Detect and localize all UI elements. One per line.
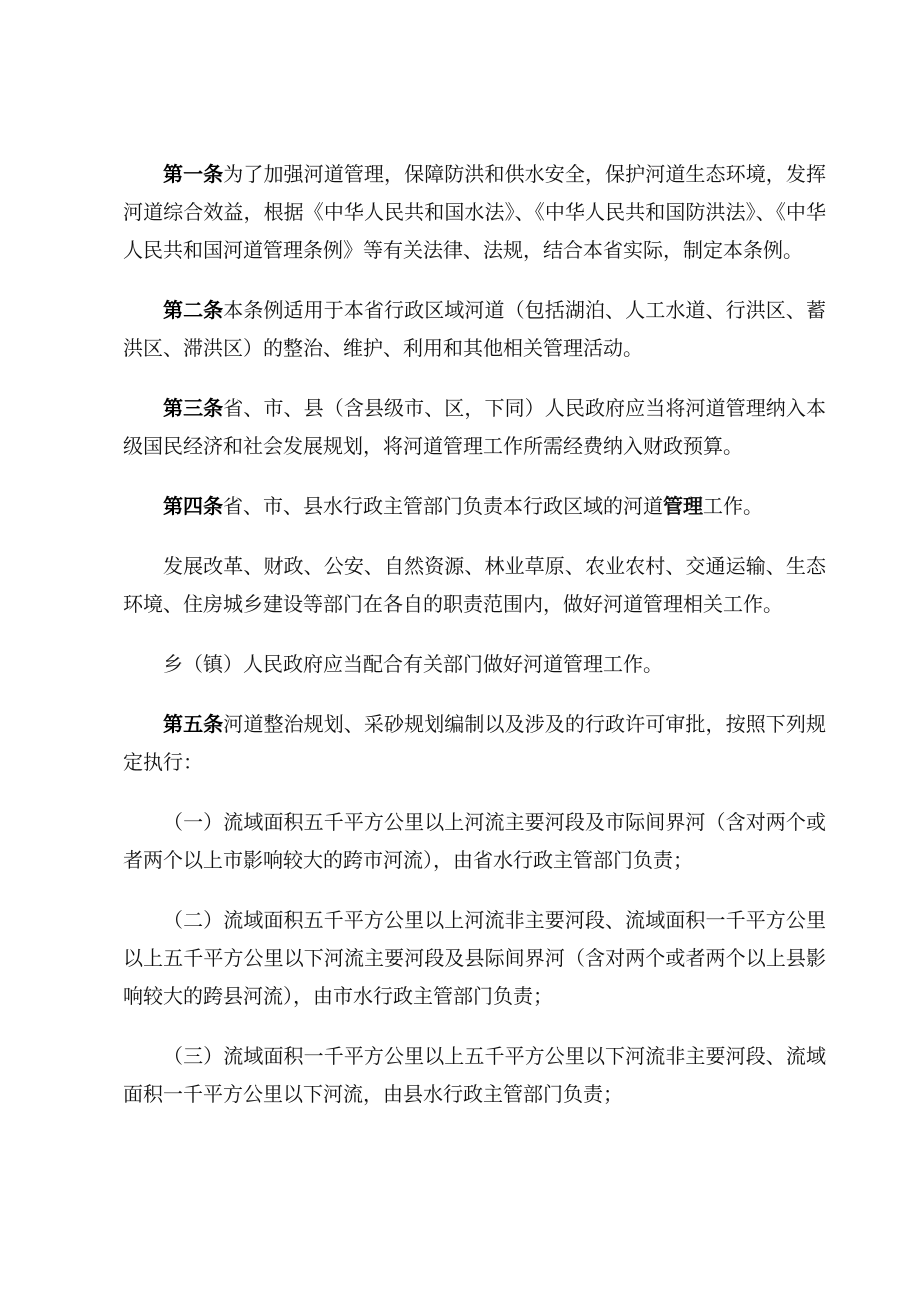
article-4-subparagraph: 发展改革、财政、公安、自然资源、林业草原、农业农村、交通运输、生态环境、住房城乡建设等部门在各自的职责范围内，做好河道管理相关工作。 <box>123 554 826 616</box>
article-4 <box>123 487 826 525</box>
article-5-item: （二）流域面积五千平方公里以上河流非主要河段、流域面积一千平方公里以上五千平方公里以下河流主要河段及县际间界河（含对两个或者两个以上县影响较大的跨县河流），由市水行政主管部门负责； <box>123 908 826 1008</box>
article-4-subparagraph: 乡（镇）人民政府应当配合有关部门做好河道管理工作。 <box>163 652 663 676</box>
article-2 <box>123 291 826 367</box>
article-heading: 第四条 <box>163 494 223 518</box>
article-emphasis: 管理 <box>663 494 703 518</box>
article-text: 本条例适用于本省行政区域河道（包括湖泊、人工水道、行洪区、蓄洪区、滞洪区）的整治、维护、利用和其他相关管理活动。 <box>123 298 826 360</box>
article-1 <box>123 155 826 269</box>
article-heading: 第二条 <box>163 298 224 322</box>
article-heading: 第五条 <box>163 712 224 736</box>
article-heading: 第一条 <box>163 162 224 186</box>
article-text: 省、市、县水行政主管部门负责本行政区域的河道 <box>223 494 663 518</box>
article-text: 省、市、县（含县级市、区，下同）人民政府应当将河道管理纳入本级国民经济和社会发展规划，将河道管理工作所需经费纳入财政预算。 <box>123 396 826 458</box>
article-5-item: （一）流域面积五千平方公里以上河流主要河段及市际间界河（含对两个或者两个以上市影响较大的跨市河流），由省水行政主管部门负责； <box>123 810 826 872</box>
article-text: 河道整治规划、采砂规划编制以及涉及的行政许可审批，按照下列规定执行： <box>123 712 826 774</box>
article-5-item: （三）流域面积一千平方公里以上五千平方公里以下河流非主要河段、流域面积一千平方公里以下河流，由县水行政主管部门负责； <box>123 1044 826 1106</box>
article-heading: 第三条 <box>163 396 224 420</box>
article-text: 工作。 <box>703 494 763 518</box>
article-text: 为了加强河道管理，保障防洪和供水安全，保护河道生态环境，发挥河道综合效益，根据《中华人民共和国水法》、《中华人民共和国防洪法》、《中华人民共和国河道管理条例》等有关法律、法规，结合本省实际，制定本条例。 <box>123 162 826 262</box>
article-5 <box>123 705 826 781</box>
article-3 <box>123 389 826 465</box>
